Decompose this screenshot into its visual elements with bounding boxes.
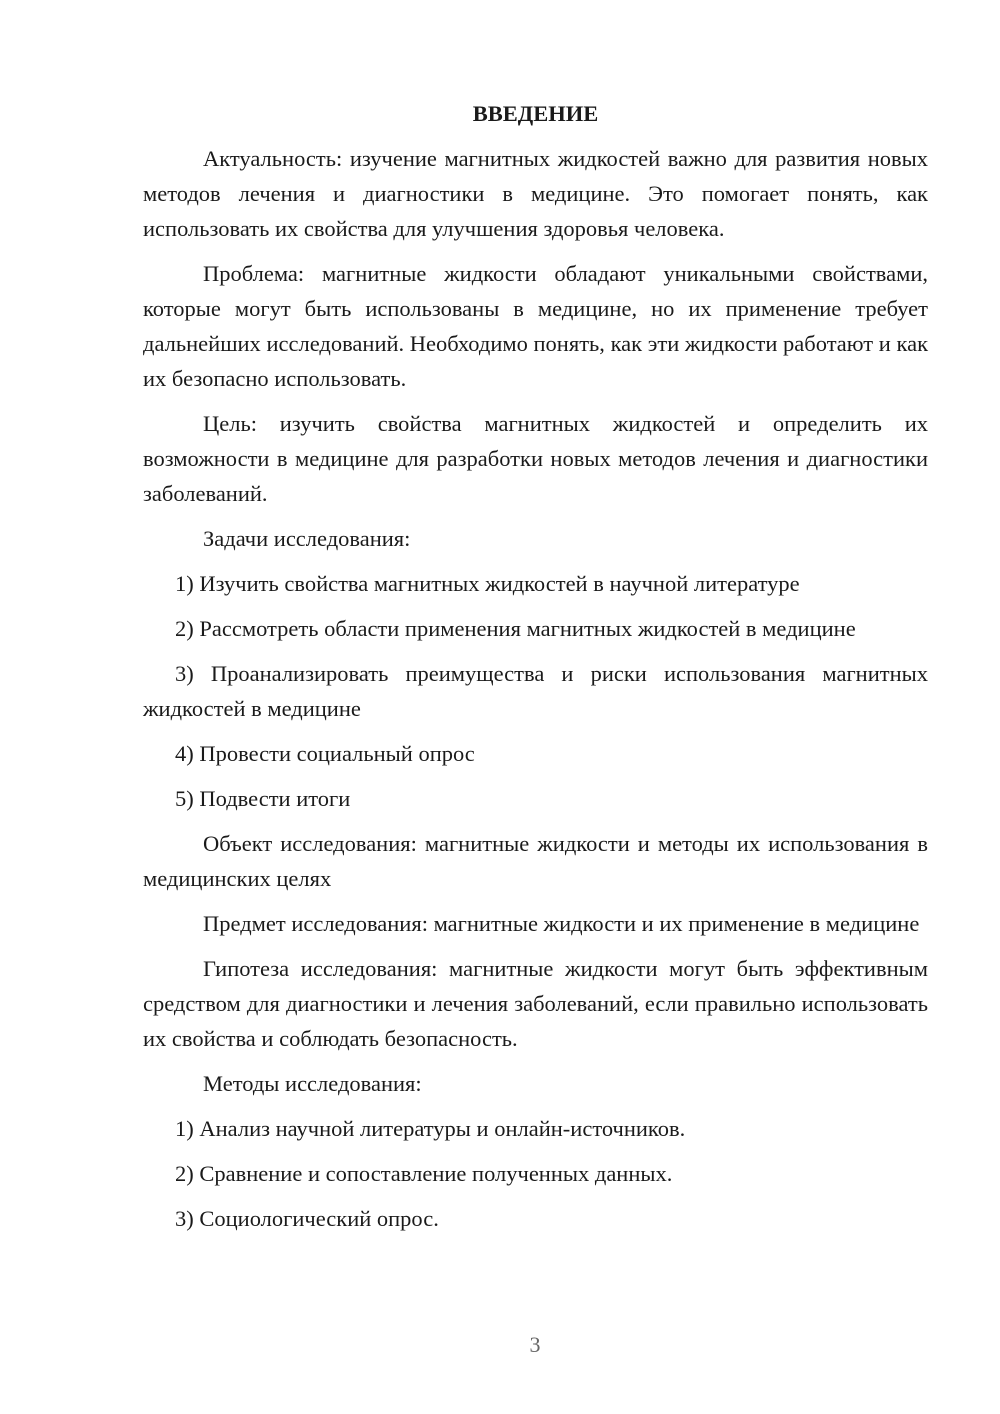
hypothesis-paragraph: Гипотеза исследования: магнитные жидкости могут быть эффективным средством для диагностики и лечения заболеваний, если правильно использовать их свойства и соблюдать безопасность. [143, 956, 928, 1051]
method-item-3: 3) Социологический опрос. [175, 1206, 439, 1231]
methods-heading: Методы исследования: [203, 1071, 422, 1096]
task-item-2: 2) Рассмотреть области применения магнитных жидкостей в медицине [175, 616, 856, 641]
goal-paragraph: Цель: изучить свойства магнитных жидкостей и определить их возможности в медицине для разработки новых методов лечения и диагностики заболеваний. [143, 411, 928, 506]
problem-paragraph: Проблема: магнитные жидкости обладают уникальными свойствами, которые могут быть использованы в медицине, но их применение требует дальнейших исследований. Необходимо понять, как эти жидкости работают и как их безопасно использовать. [143, 261, 928, 391]
tasks-heading: Задачи исследования: [203, 526, 411, 551]
method-item-2: 2) Сравнение и сопоставление полученных данных. [175, 1161, 673, 1186]
page-number: 3 [529, 1332, 541, 1357]
task-item-3: 3) Проанализировать преимущества и риски использования магнитных жидкостей в медицине [143, 661, 928, 721]
method-item-1: 1) Анализ научной литературы и онлайн-источников. [175, 1116, 686, 1141]
subject-paragraph: Предмет исследования: магнитные жидкости и их применение в медицине [203, 911, 920, 936]
section-title: ВВЕДЕНИЕ [472, 101, 599, 126]
task-item-4: 4) Провести социальный опрос [175, 741, 475, 766]
object-paragraph: Объект исследования: магнитные жидкости и методы их использования в медицинских целях [143, 831, 928, 891]
task-item-5: 5) Подвести итоги [175, 786, 351, 811]
relevance-paragraph: Актуальность: изучение магнитных жидкостей важно для развития новых методов лечения и диагностики в медицине. Это помогает понять, как использовать их свойства для улучшения здоровья человека. [143, 146, 928, 241]
document-body [143, 96, 928, 1246]
task-item-1: 1) Изучить свойства магнитных жидкостей в научной литературе [175, 571, 800, 596]
